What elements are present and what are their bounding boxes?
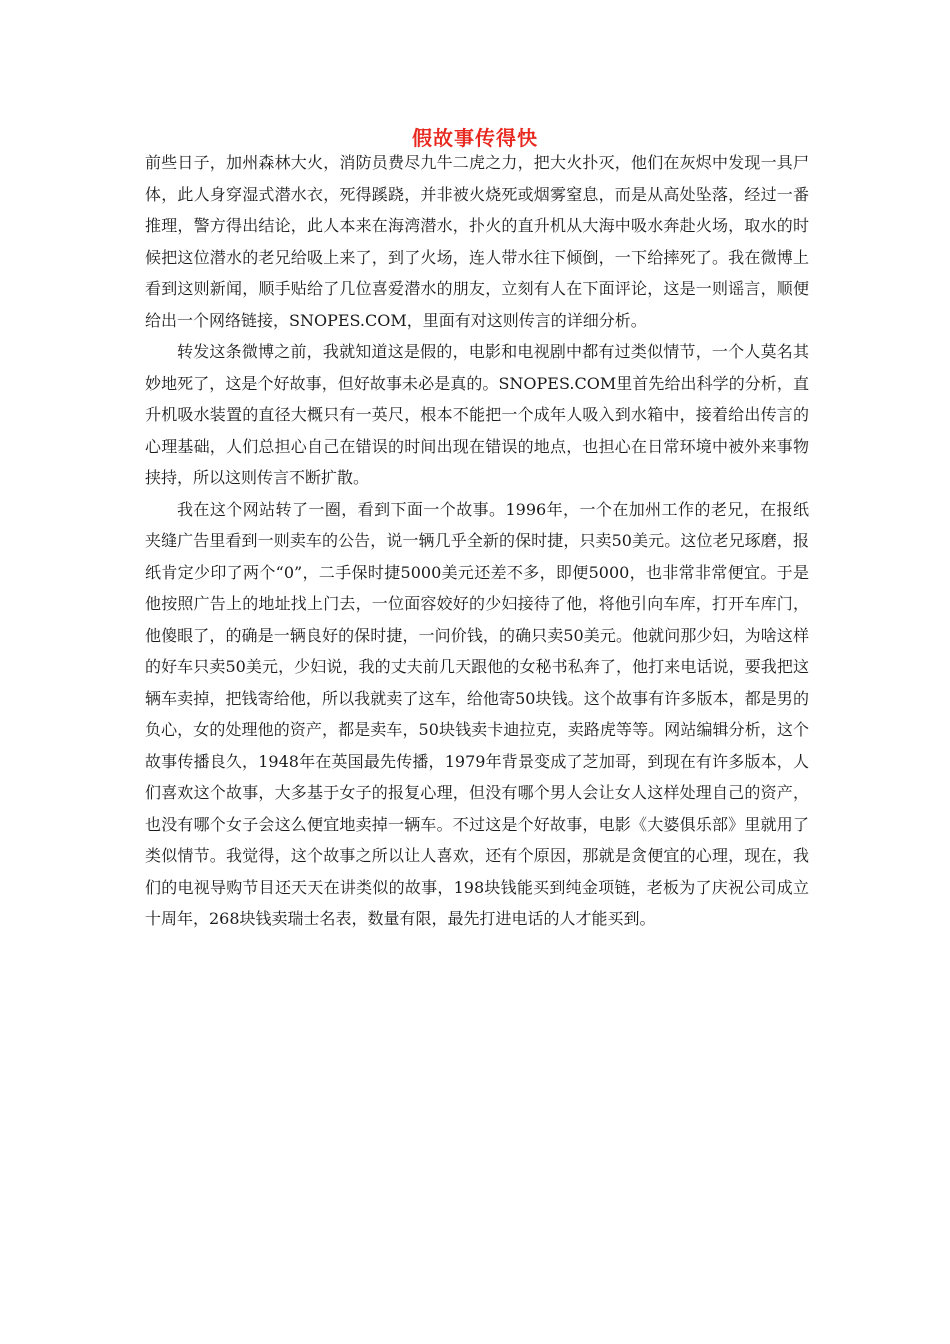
paragraph-2: 转发这条微博之前，我就知道这是假的，电影和电视剧中都有过类似情节，一个人莫名其妙地死了，这是个好故事，但好故事未必是真的。SNOPES.COM里首先给出科学的分析，直升机吸水装置的直径大概只有一英尺，根本不能把一个成年人吸入到水箱中，接着给出传言的心理基础，人们总担心自己在错误的时间出现在错误的地点，也担心在日常环境中被外来事物挟持，所以这则传言不断扩散。 [145,342,809,487]
paragraph-1: 前些日子，加州森林大火，消防员费尽九牛二虎之力，把大火扑灭，他们在灰烬中发现一具尸体，此人身穿湿式潜水衣，死得蹊跷，并非被火烧死或烟雾窒息，而是从高处坠落，经过一番推理，警方得出结论，此人本来在海湾潜水，扑火的直升机从大海中吸水奔赴火场，取水的时候把这位潜水的老兄给吸上来了，到了火场，连人带水往下倾倒，一下给摔死了。我在微博上看到这则新闻，顺手贴给了几位喜爱潜水的朋友，立刻有人在下面评论，这是一则谣言，顺便给出一个网络链接，SNOPES.COM，里面有对这则传言的详细分析。 [145,153,809,330]
document-body [145,147,809,935]
paragraph-3: 我在这个网站转了一圈，看到下面一个故事。1996年，一个在加州工作的老兄，在报纸夹缝广告里看到一则卖车的公告，说一辆几乎全新的保时捷，只卖50美元。这位老兄琢磨，报纸肯定少印了两个“0”，二手保时捷5000美元还差不多，即便5000，也非常非常便宜。于是他按照广告上的地址找上门去，一位面容姣好的少妇接待了他，将他引向车库，打开车库门，他傻眼了，的确是一辆良好的保时捷，一问价钱，的确只卖50美元。他就问那少妇，为啥这样的好车只卖50美元，少妇说，我的丈夫前几天跟他的女秘书私奔了，他打来电话说，要我把这辆车卖掉，把钱寄给他，所以我就卖了这车，给他寄50块钱。这个故事有许多版本，都是男的负心，女的处理他的资产，都是卖车，50块钱卖卡迪拉克，卖路虎等等。网站编辑分析，这个故事传播良久，1948年在英国最先传播，1979年背景变成了芝加哥，到现在有许多版本，人们喜欢这个故事，大多基于女子的报复心理，但没有哪个男人会让女人这样处理自己的资产，也没有哪个女子会这么便宜地卖掉一辆车。不过这是个好故事，电影《大婆俱乐部》里就用了类似情节。我觉得，这个故事之所以让人喜欢，还有个原因，那就是贪便宜的心理，现在，我们的电视导购节目还天天在讲类似的故事，198块钱能买到纯金项链，老板为了庆祝公司成立十周年，268块钱卖瑞士名表，数量有限，最先打进电话的人才能买到。 [145,499,809,928]
document-title: 假故事传得快 [412,126,538,150]
